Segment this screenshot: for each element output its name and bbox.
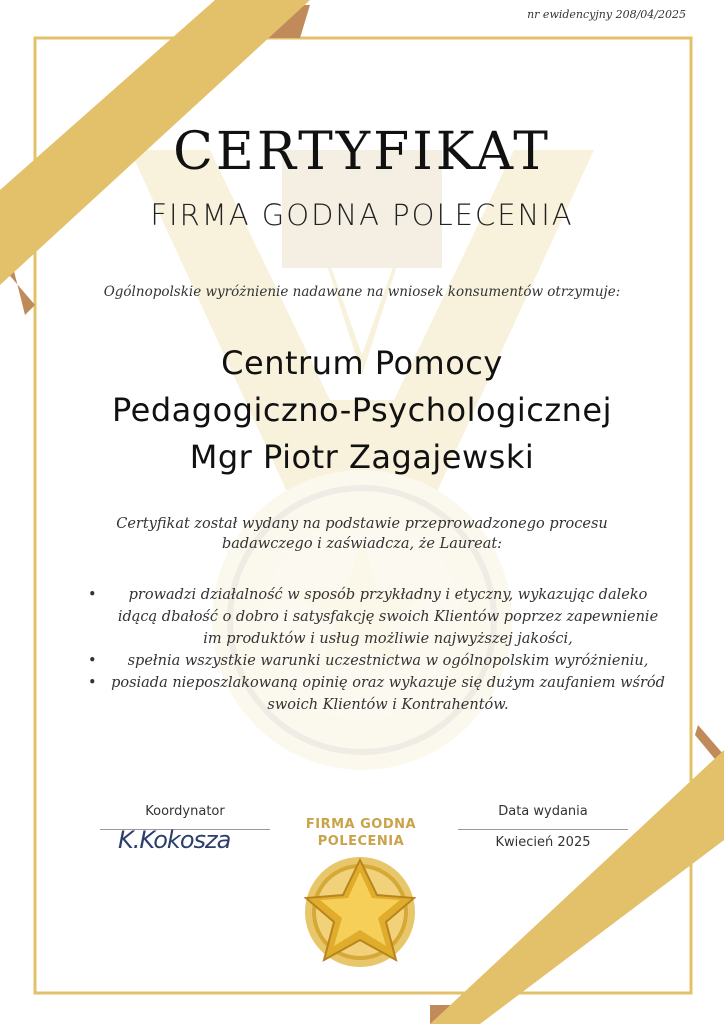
reference-number: nr ewidencyjny 208/04/2025 <box>527 8 686 21</box>
recipient-line-2: Pedagogiczno-Psychologicznej <box>112 391 612 429</box>
recipient-line-3: Mgr Piotr Zagajewski <box>189 438 535 476</box>
issue-date-value: Kwiecień 2025 <box>495 835 591 850</box>
badge-line-2: POLECENIA <box>317 834 405 849</box>
criteria-item: • prowadzi działalność w sposób przykładny i etyczny, wykazując daleko idącą dbałość o dobro i satysfakcję swoich Klientów poprzez zapewnienie im produktów i usług możliwie najwyższej jakości, <box>88 584 668 650</box>
criteria-item: • spełnia wszystkie warunki uczestnictwa w ogólnopolskim wyróżnieniu, <box>88 650 668 672</box>
issue-date-line <box>458 829 628 830</box>
certificate-title: CERTYFIKAT <box>173 122 551 182</box>
badge-line-1: FIRMA GODNA <box>305 817 417 832</box>
badge-label <box>290 816 432 850</box>
recipient-line-1: Centrum Pomocy <box>221 344 503 382</box>
criteria-list <box>88 584 668 716</box>
certificate-statement: Certyfikat został wydany na podstawie przeprowadzonego procesu badawczego i zaświadcza, że Laureat: <box>116 516 608 552</box>
coordinator-label: Koordynator <box>145 804 225 819</box>
recipient-name <box>0 340 724 481</box>
criteria-item: • posiada nieposzlakowaną opinię oraz wykazuje się dużym zaufaniem wśród swoich Klientów i Kontrahentów. <box>88 672 668 716</box>
issue-date-label: Data wydania <box>498 804 588 819</box>
coordinator-signature: K.Kokosza <box>118 826 231 854</box>
certificate-subtitle: FIRMA GODNA POLECENIA <box>150 198 574 232</box>
ribbon-bottom-right <box>430 725 724 1024</box>
gold-star-medal <box>305 857 415 967</box>
intro-text: Ogólnopolskie wyróżnienie nadawane na wniosek konsumentów otrzymuje: <box>103 284 621 300</box>
